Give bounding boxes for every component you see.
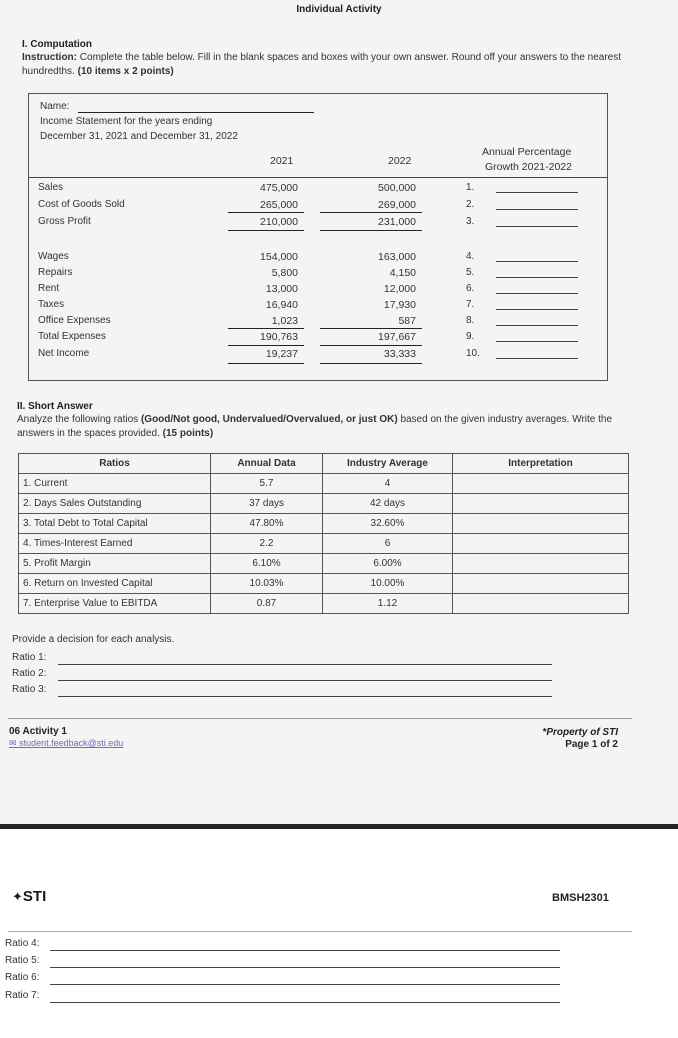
row-label: Office Expenses — [38, 315, 111, 326]
ratio-decision-blank[interactable] — [58, 680, 552, 681]
value-2021: 210,000 — [260, 216, 298, 228]
industry-average: 6.00% — [323, 554, 453, 574]
instruction-text: Complete the table below. Fill in the blank spaces and boxes with your own answer. Round off your answers to the nearest hundredths. — [22, 52, 622, 77]
value-2022: 587 — [398, 315, 416, 327]
growth-answer-blank[interactable] — [496, 325, 578, 326]
row-label: Repairs — [38, 267, 73, 278]
instruction-part-b: (Good/Not good, Undervalued/Overvalued, or just OK) — [140, 414, 398, 425]
ratio-decision-label: Ratio 4: — [5, 938, 40, 949]
section-two-instruction — [17, 413, 629, 441]
section-one-instruction — [22, 51, 632, 79]
interpretation-cell[interactable] — [453, 534, 629, 554]
logo-globe-icon: ✦ — [12, 889, 23, 904]
value-2022: 500,000 — [378, 182, 416, 194]
footer-property: *Property of STI — [542, 727, 618, 738]
instruction-points: (10 items x 2 points) — [77, 66, 174, 77]
subtotal-rule — [228, 345, 304, 346]
row-label: Wages — [38, 251, 69, 262]
total-rule — [320, 363, 422, 364]
subtotal-rule — [320, 212, 422, 213]
instruction-label: Instruction: — [22, 52, 77, 63]
statement-line-2: December 31, 2021 and December 31, 2022 — [40, 131, 238, 142]
interpretation-cell[interactable] — [453, 494, 629, 514]
ratio-decision-blank[interactable] — [50, 967, 560, 968]
row-label: Taxes — [38, 299, 65, 310]
growth-answer-blank[interactable] — [496, 309, 578, 310]
ratio-decision-label: Ratio 5: — [5, 955, 40, 966]
annual-data: 2.2 — [211, 534, 323, 554]
ratio-decision-blank[interactable] — [50, 984, 560, 985]
ratio-decision-label: Ratio 6: — [5, 972, 40, 983]
value-2021: 1,023 — [271, 315, 298, 327]
section-two-heading: II. Short Answer — [17, 401, 93, 412]
subtotal-rule — [320, 345, 422, 346]
footer-activity: 06 Activity 1 — [9, 726, 67, 737]
row-label: Gross Profit — [38, 216, 91, 227]
total-rule — [228, 363, 304, 364]
answer-number: 9. — [466, 331, 475, 342]
logo-text: STI — [22, 888, 47, 905]
value-2022: 17,930 — [383, 299, 416, 311]
industry-average: 1.12 — [323, 594, 453, 614]
answer-number: 4. — [466, 251, 475, 262]
value-2022: 33,333 — [383, 348, 416, 360]
footer-email[interactable] — [9, 738, 123, 749]
header-interpretation: Interpretation — [453, 454, 629, 474]
statement-line-1: Income Statement for the years ending — [40, 116, 213, 127]
value-2022: 163,000 — [378, 251, 416, 263]
table-row — [19, 514, 629, 534]
ratio-name: 7. Enterprise Value to EBITDA — [19, 594, 211, 614]
answer-number: 6. — [466, 283, 475, 294]
table-row — [19, 594, 629, 614]
header-ratios: Ratios — [19, 454, 211, 474]
row-label: Total Expenses — [38, 331, 106, 342]
growth-answer-blank[interactable] — [496, 261, 578, 262]
table-row — [19, 574, 629, 594]
ratio-name: 3. Total Debt to Total Capital — [19, 514, 211, 534]
column-growth-2: Growth 2021-2022 — [485, 161, 572, 173]
interpretation-cell[interactable] — [453, 514, 629, 534]
ratio-decision-label: Ratio 2: — [12, 668, 47, 679]
growth-answer-blank[interactable] — [496, 341, 578, 342]
value-2022: 269,000 — [378, 199, 416, 211]
footer-email-text: student.feedback@sti.edu — [19, 738, 124, 748]
footer-page-number: Page 1 of 2 — [565, 739, 618, 750]
answer-number: 1. — [466, 182, 475, 193]
ratio-decision-blank[interactable] — [50, 950, 560, 951]
annual-data: 37 days — [211, 494, 323, 514]
total-rule — [320, 230, 422, 231]
section-one-heading: I. Computation — [22, 39, 92, 50]
column-2022: 2022 — [388, 155, 412, 167]
answer-number: 7. — [466, 299, 475, 310]
interpretation-cell[interactable] — [453, 594, 629, 614]
ratio-name: 4. Times-Interest Earned — [19, 534, 211, 554]
table-row — [19, 474, 629, 494]
value-2021: 154,000 — [260, 251, 298, 263]
page-divider — [0, 824, 678, 829]
annual-data: 6.10% — [211, 554, 323, 574]
row-label: Sales — [38, 182, 64, 193]
row-label: Net Income — [38, 348, 90, 359]
answer-number: 5. — [466, 267, 475, 278]
table-row — [19, 554, 629, 574]
subtotal-rule — [320, 328, 422, 329]
growth-answer-blank[interactable] — [496, 358, 578, 359]
industry-average: 6 — [323, 534, 453, 554]
column-2021: 2021 — [270, 155, 294, 167]
answer-number: 8. — [466, 315, 475, 326]
ratio-name: 5. Profit Margin — [19, 554, 211, 574]
column-growth-1: Annual Percentage — [482, 146, 572, 158]
header-annual-data: Annual Data — [211, 454, 323, 474]
value-2021: 190,763 — [260, 331, 298, 343]
header-industry-average: Industry Average — [323, 454, 453, 474]
value-2021: 5,800 — [271, 267, 298, 279]
instruction-part-a: Analyze the following ratios — [17, 414, 139, 425]
document-title: Individual Activity — [296, 4, 382, 15]
value-2021: 265,000 — [260, 199, 298, 211]
industry-average: 42 days — [323, 494, 453, 514]
interpretation-cell[interactable] — [453, 474, 629, 494]
value-2021: 13,000 — [265, 283, 298, 295]
interpretation-cell[interactable] — [453, 554, 629, 574]
ratio-decision-blank[interactable] — [50, 1002, 560, 1003]
row-label: Cost of Goods Sold — [38, 199, 125, 210]
ratio-decision-blank[interactable] — [58, 696, 552, 697]
interpretation-cell[interactable] — [453, 574, 629, 594]
subtotal-rule — [228, 328, 304, 329]
table-header-row — [19, 454, 629, 474]
ratios-table — [18, 453, 629, 614]
row-label: Rent — [38, 283, 60, 294]
value-2022: 231,000 — [378, 216, 416, 228]
growth-answer-blank[interactable] — [496, 209, 578, 210]
course-code: BMSH2301 — [552, 892, 609, 904]
annual-data: 5.7 — [211, 474, 323, 494]
growth-answer-blank[interactable] — [496, 192, 578, 193]
name-label: Name: — [40, 101, 70, 112]
value-2021: 475,000 — [260, 182, 298, 194]
ratio-decision-label: Ratio 3: — [12, 684, 47, 695]
industry-average: 32.60% — [323, 514, 453, 534]
growth-answer-blank[interactable] — [496, 226, 578, 227]
subtotal-rule — [228, 212, 304, 213]
ratio-decision-label: Ratio 7: — [5, 990, 40, 1001]
answer-number: 3. — [466, 216, 475, 227]
table-row — [19, 534, 629, 554]
value-2022: 12,000 — [383, 283, 416, 295]
annual-data: 47.80% — [211, 514, 323, 534]
instruction-part-c: based on the given industry averages. Write the answers in the spaces provided. — [17, 414, 613, 439]
instruction-points: (15 points) — [162, 428, 214, 439]
industry-average: 10.00% — [323, 574, 453, 594]
value-2022: 4,150 — [389, 267, 416, 279]
ratio-name: 2. Days Sales Outstanding — [19, 494, 211, 514]
value-2021: 19,237 — [265, 348, 298, 360]
growth-answer-blank[interactable] — [496, 277, 578, 278]
total-rule — [228, 230, 304, 231]
decision-prompt: Provide a decision for each analysis. — [12, 634, 175, 645]
answer-number: 2. — [466, 199, 475, 210]
ratio-name: 1. Current — [19, 474, 211, 494]
table-row — [19, 494, 629, 514]
ratio-name: 6. Return on Invested Capital — [19, 574, 211, 594]
annual-data: 0.87 — [211, 594, 323, 614]
mail-icon: ✉ — [9, 738, 17, 748]
industry-average: 4 — [323, 474, 453, 494]
ratio-decision-label: Ratio 1: — [12, 652, 47, 663]
value-2021: 16,940 — [265, 299, 298, 311]
ratio-decision-blank[interactable] — [58, 664, 552, 665]
sti-logo — [12, 888, 46, 905]
growth-answer-blank[interactable] — [496, 293, 578, 294]
answer-number: 10. — [466, 348, 480, 359]
annual-data: 10.03% — [211, 574, 323, 594]
name-blank[interactable] — [78, 112, 314, 113]
value-2022: 197,667 — [378, 331, 416, 343]
